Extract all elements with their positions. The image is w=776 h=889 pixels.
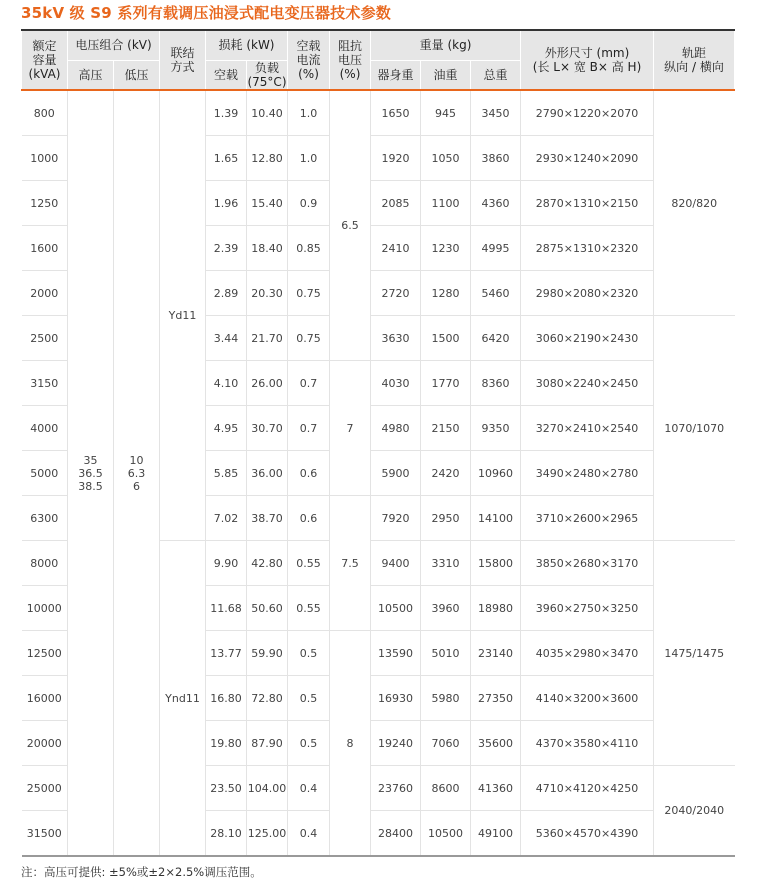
cell-weight-body: 2085	[371, 181, 421, 226]
cell-loss-load: 15.40	[247, 181, 288, 226]
header-weight-body: 器身重	[371, 60, 421, 90]
cell-loss-load: 125.00	[247, 811, 288, 857]
cell-weight-oil: 8600	[421, 766, 471, 811]
voltage-value: 36.5	[78, 466, 103, 480]
cell-gauge: 1475/1475	[654, 541, 735, 766]
cell-weight-oil: 10500	[421, 811, 471, 857]
cell-weight-oil: 1280	[421, 271, 471, 316]
cell-capacity: 12500	[22, 631, 68, 676]
header-weight-oil: 油重	[421, 60, 471, 90]
header-line: (75°C)	[247, 74, 287, 89]
header-line: 容量	[32, 53, 57, 67]
cell-noload-current: 0.5	[288, 676, 330, 721]
cell-weight-body: 10500	[371, 586, 421, 631]
cell-loss-load: 59.90	[247, 631, 288, 676]
page-title: 35kV 级 S9 系列有载调压油浸式配电变压器技术参数	[21, 4, 391, 22]
cell-dimensions: 3710×2600×2965	[521, 496, 654, 541]
header-line: 外形尺寸 (mm)	[544, 46, 630, 60]
cell-capacity: 1600	[22, 226, 68, 271]
cell-loss-noload: 5.85	[206, 451, 247, 496]
header-line: (%)	[339, 67, 361, 81]
cell-loss-load: 72.80	[247, 676, 288, 721]
cell-weight-total: 41360	[471, 766, 521, 811]
cell-weight-body: 23760	[371, 766, 421, 811]
cell-weight-body: 9400	[371, 541, 421, 586]
cell-weight-oil: 3310	[421, 541, 471, 586]
cell-weight-total: 49100	[471, 811, 521, 857]
cell-loss-load: 30.70	[247, 406, 288, 451]
cell-noload-current: 0.75	[288, 316, 330, 361]
cell-loss-load: 38.70	[247, 496, 288, 541]
cell-loss-noload: 2.39	[206, 226, 247, 271]
cell-noload-current: 0.4	[288, 766, 330, 811]
cell-capacity: 3150	[22, 361, 68, 406]
cell-dimensions: 2870×1310×2150	[521, 181, 654, 226]
voltage-value: 35	[83, 453, 98, 467]
cell-noload-current: 0.5	[288, 631, 330, 676]
cell-weight-body: 4980	[371, 406, 421, 451]
header-line: 纵向 / 横向	[664, 60, 724, 74]
header-gauge	[654, 30, 735, 90]
header-dimensions	[521, 30, 654, 90]
cell-noload-current: 0.6	[288, 496, 330, 541]
header-loss-load	[247, 60, 288, 90]
cell-capacity: 25000	[22, 766, 68, 811]
header-noload-current	[288, 30, 330, 90]
cell-weight-total: 4360	[471, 181, 521, 226]
cell-capacity: 5000	[22, 451, 68, 496]
cell-dimensions: 3960×2750×3250	[521, 586, 654, 631]
cell-noload-current: 1.0	[288, 136, 330, 181]
cell-loss-noload: 1.96	[206, 181, 247, 226]
header-voltage: 电压组合 (kV)	[68, 30, 160, 60]
cell-loss-noload: 16.80	[206, 676, 247, 721]
cell-dimensions: 2790×1220×2070	[521, 90, 654, 136]
cell-loss-load: 12.80	[247, 136, 288, 181]
cell-weight-total: 35600	[471, 721, 521, 766]
cell-weight-total: 9350	[471, 406, 521, 451]
cell-loss-noload: 23.50	[206, 766, 247, 811]
header-capacity	[22, 30, 68, 90]
cell-dimensions: 4370×3580×4110	[521, 721, 654, 766]
cell-connection: Yd11	[160, 90, 206, 541]
cell-weight-total: 6420	[471, 316, 521, 361]
header-line: 阻抗	[337, 39, 362, 53]
header-line: (%)	[298, 67, 319, 81]
cell-weight-oil: 1100	[421, 181, 471, 226]
voltage-value: 38.5	[78, 479, 103, 493]
cell-weight-total: 4995	[471, 226, 521, 271]
cell-weight-total: 5460	[471, 271, 521, 316]
cell-capacity: 4000	[22, 406, 68, 451]
voltage-value: 6	[133, 479, 140, 493]
cell-weight-body: 28400	[371, 811, 421, 857]
cell-dimensions: 2980×2080×2320	[521, 271, 654, 316]
cell-loss-noload: 11.68	[206, 586, 247, 631]
cell-capacity: 10000	[22, 586, 68, 631]
cell-loss-noload: 4.10	[206, 361, 247, 406]
cell-loss-load: 20.30	[247, 271, 288, 316]
header-line: (kVA)	[28, 67, 61, 81]
voltage-value: 6.3	[127, 466, 146, 480]
cell-weight-body: 5900	[371, 451, 421, 496]
cell-loss-noload: 7.02	[206, 496, 247, 541]
cell-noload-current: 0.7	[288, 406, 330, 451]
cell-capacity: 2500	[22, 316, 68, 361]
cell-noload-current: 0.6	[288, 451, 330, 496]
cell-impedance: 7.5	[330, 496, 371, 631]
cell-capacity: 16000	[22, 676, 68, 721]
header-impedance	[330, 30, 371, 90]
cell-dimensions: 3060×2190×2430	[521, 316, 654, 361]
cell-weight-oil: 1500	[421, 316, 471, 361]
cell-loss-noload: 2.89	[206, 271, 247, 316]
cell-impedance: 7	[330, 361, 371, 496]
header-loss: 损耗 (kW)	[206, 30, 288, 60]
cell-weight-oil: 2150	[421, 406, 471, 451]
cell-gauge: 1070/1070	[654, 316, 735, 541]
table-row	[22, 90, 735, 136]
cell-gauge: 820/820	[654, 90, 735, 316]
cell-weight-oil: 945	[421, 90, 471, 136]
cell-weight-body: 7920	[371, 496, 421, 541]
cell-loss-load: 87.90	[247, 721, 288, 766]
spec-table	[21, 29, 735, 857]
header-line: 负载	[254, 60, 279, 75]
cell-loss-load: 10.40	[247, 90, 288, 136]
footnote: 注：高压可提供: ±5%或±2×2.5%调压范围。	[21, 865, 262, 879]
cell-weight-total: 15800	[471, 541, 521, 586]
cell-noload-current: 0.55	[288, 586, 330, 631]
cell-weight-body: 1920	[371, 136, 421, 181]
header-line: (长 L× 宽 B× 高 H)	[532, 60, 642, 74]
cell-weight-body: 2720	[371, 271, 421, 316]
cell-capacity: 6300	[22, 496, 68, 541]
cell-impedance: 8	[330, 631, 371, 857]
cell-weight-total: 27350	[471, 676, 521, 721]
cell-loss-load: 26.00	[247, 361, 288, 406]
header-line: 电压	[337, 53, 362, 67]
cell-loss-load: 42.80	[247, 541, 288, 586]
header-line: 空载	[296, 39, 321, 53]
cell-dimensions: 4140×3200×3600	[521, 676, 654, 721]
header-line: 额定	[32, 39, 57, 53]
header-loss-noload: 空载	[206, 60, 247, 90]
cell-dimensions: 5360×4570×4390	[521, 811, 654, 857]
cell-weight-body: 4030	[371, 361, 421, 406]
cell-loss-noload: 4.95	[206, 406, 247, 451]
cell-loss-noload: 1.39	[206, 90, 247, 136]
cell-weight-body: 1650	[371, 90, 421, 136]
header-weight: 重量 (kg)	[371, 30, 521, 60]
cell-dimensions: 2930×1240×2090	[521, 136, 654, 181]
cell-noload-current: 0.55	[288, 541, 330, 586]
cell-capacity: 31500	[22, 811, 68, 857]
cell-loss-noload: 13.77	[206, 631, 247, 676]
cell-weight-oil: 7060	[421, 721, 471, 766]
cell-weight-oil: 1050	[421, 136, 471, 181]
cell-impedance: 6.5	[330, 90, 371, 361]
cell-weight-oil: 1770	[421, 361, 471, 406]
voltage-value: 10	[129, 453, 144, 467]
cell-high-voltage	[68, 90, 114, 856]
cell-weight-total: 23140	[471, 631, 521, 676]
header-voltage-low: 低压	[114, 60, 160, 90]
header-connection	[160, 30, 206, 90]
cell-loss-noload: 19.80	[206, 721, 247, 766]
header-line: 轨距	[682, 46, 707, 60]
cell-weight-total: 3860	[471, 136, 521, 181]
header-line: 电流	[296, 53, 321, 67]
cell-weight-oil: 1230	[421, 226, 471, 271]
cell-loss-load: 21.70	[247, 316, 288, 361]
cell-weight-body: 3630	[371, 316, 421, 361]
cell-capacity: 2000	[22, 271, 68, 316]
cell-dimensions: 3270×2410×2540	[521, 406, 654, 451]
cell-dimensions: 2875×1310×2320	[521, 226, 654, 271]
cell-connection: Ynd11	[160, 541, 206, 857]
cell-capacity: 800	[22, 90, 68, 136]
cell-noload-current: 0.9	[288, 181, 330, 226]
cell-noload-current: 0.7	[288, 361, 330, 406]
cell-capacity: 8000	[22, 541, 68, 586]
cell-noload-current: 0.5	[288, 721, 330, 766]
cell-weight-body: 16930	[371, 676, 421, 721]
cell-dimensions: 4710×4120×4250	[521, 766, 654, 811]
cell-weight-total: 14100	[471, 496, 521, 541]
cell-weight-body: 19240	[371, 721, 421, 766]
header-weight-total: 总重	[471, 60, 521, 90]
cell-loss-load: 18.40	[247, 226, 288, 271]
cell-dimensions: 4035×2980×3470	[521, 631, 654, 676]
cell-weight-total: 3450	[471, 90, 521, 136]
cell-weight-total: 10960	[471, 451, 521, 496]
cell-dimensions: 3490×2480×2780	[521, 451, 654, 496]
header-voltage-high: 高压	[68, 60, 114, 90]
cell-loss-noload: 28.10	[206, 811, 247, 857]
cell-noload-current: 1.0	[288, 90, 330, 136]
cell-loss-noload: 1.65	[206, 136, 247, 181]
cell-weight-oil: 2420	[421, 451, 471, 496]
cell-loss-noload: 9.90	[206, 541, 247, 586]
cell-weight-oil: 5980	[421, 676, 471, 721]
cell-noload-current: 0.85	[288, 226, 330, 271]
cell-dimensions: 3850×2680×3170	[521, 541, 654, 586]
cell-capacity: 1000	[22, 136, 68, 181]
header-line: 方式	[170, 60, 195, 74]
cell-capacity: 20000	[22, 721, 68, 766]
table-header	[22, 30, 735, 90]
cell-loss-load: 50.60	[247, 586, 288, 631]
cell-weight-total: 8360	[471, 361, 521, 406]
cell-loss-noload: 3.44	[206, 316, 247, 361]
cell-weight-oil: 3960	[421, 586, 471, 631]
cell-loss-load: 104.00	[247, 766, 288, 811]
cell-loss-load: 36.00	[247, 451, 288, 496]
cell-weight-body: 2410	[371, 226, 421, 271]
cell-weight-oil: 2950	[421, 496, 471, 541]
header-line: 联结	[170, 46, 195, 60]
cell-weight-oil: 5010	[421, 631, 471, 676]
cell-noload-current: 0.4	[288, 811, 330, 857]
cell-dimensions: 3080×2240×2450	[521, 361, 654, 406]
table-body	[22, 90, 735, 856]
cell-gauge: 2040/2040	[654, 766, 735, 857]
cell-noload-current: 0.75	[288, 271, 330, 316]
cell-weight-body: 13590	[371, 631, 421, 676]
cell-weight-total: 18980	[471, 586, 521, 631]
cell-capacity: 1250	[22, 181, 68, 226]
cell-low-voltage	[114, 90, 160, 856]
